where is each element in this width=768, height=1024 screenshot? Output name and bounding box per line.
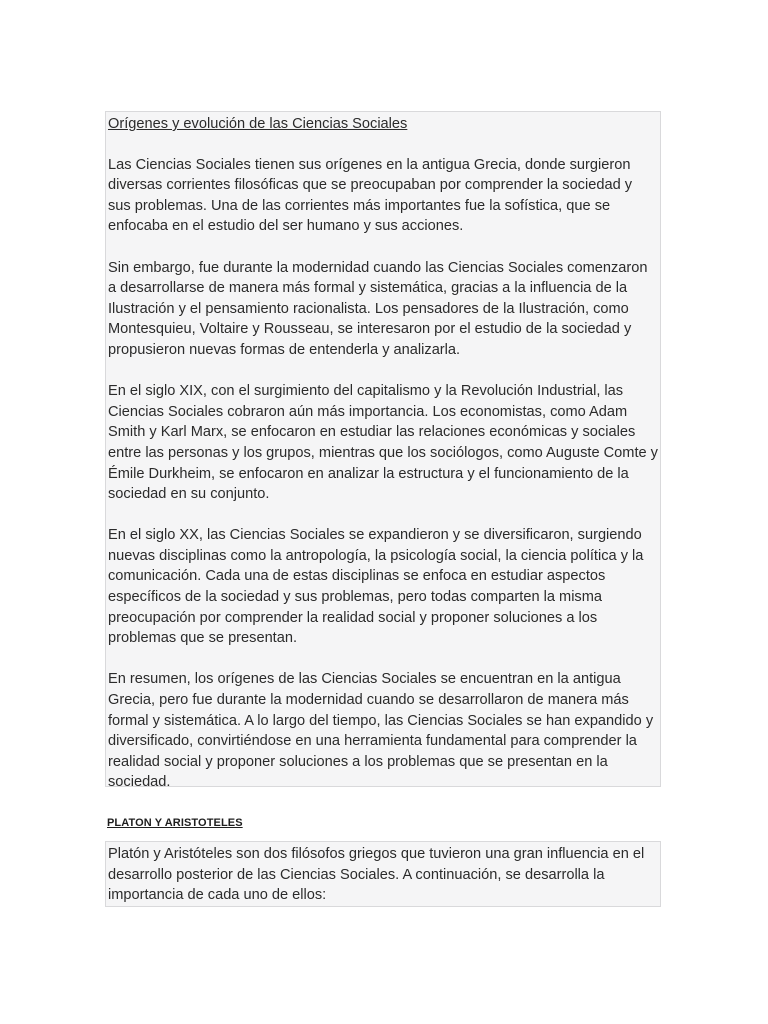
section-title: Orígenes y evolución de las Ciencias Sociales [108,116,408,132]
paragraph: Platón y Aristóteles son dos filósofos griegos que tuvieron una gran influencia en el desarrollo posterior de las Ciencias Sociales. A continuación, se desarrolla la importancia de cada uno de ellos: [108,846,645,904]
paragraph: Sin embargo, fue durante la modernidad cuando las Ciencias Sociales comenzaron a desarrollarse de manera más formal y sistemática, gracias a la influencia de la Ilustración y el pensamiento racionalista. Los pensadores de la Ilustración, como Montesquieu, Voltaire y Rousseau, se interesaron por el estudio de la sociedad y propusieron nuevas formas de entenderla y analizarla. [108,259,648,358]
text-block-origenes [105,111,661,791]
paragraph: En resumen, los orígenes de las Ciencias Sociales se encuentran en la antigua Grecia, pero fue durante la modernidad cuando se desarrollaron de manera más formal y sistemática. A lo largo del tiempo, las Ciencias Sociales se han expandido y diversificado, convirtiéndose en una herramienta fundamental para comprender la realidad social y proponer soluciones a los problemas que se presentan en la sociedad. [108,671,654,791]
paragraph: En el siglo XIX, con el surgimiento del capitalismo y la Revolución Industrial, las Ciencias Sociales cobraron aún más importancia. Los economistas, como Adam Smith y Karl Marx, se enfocaron en estudiar las relaciones económicas y sociales entre las personas y los grupos, mientras que los sociólogos, como Auguste Comte y Émile Durkheim, se enfocaron en analizar la estructura y el funcionamiento de la sociedad en su conjunto. [108,383,658,503]
section-heading: PLATON Y ARISTOTELES [107,817,243,829]
paragraph: Las Ciencias Sociales tienen sus orígenes en la antigua Grecia, donde surgieron diversas corrientes filosóficas que se preocupaban por comprender la sociedad y sus problemas. Una de las corrientes más importantes fue la sofística, que se enfocaba en el estudio del ser humano y sus acciones. [108,156,633,235]
paragraph: En el siglo XX, las Ciencias Sociales se expandieron y se diversificaron, surgiendo nuevas disciplinas como la antropología, la psicología social, la ciencia política y la comunicación. Cada una de estas disciplinas se enfoca en estudiar aspectos específicos de la sociedad y sus problemas, pero todas comparten la misma preocupación por comprender la realidad social y proponer soluciones a los problemas que se presentan. [108,527,644,647]
text-block-platon-aristoteles [105,841,661,907]
